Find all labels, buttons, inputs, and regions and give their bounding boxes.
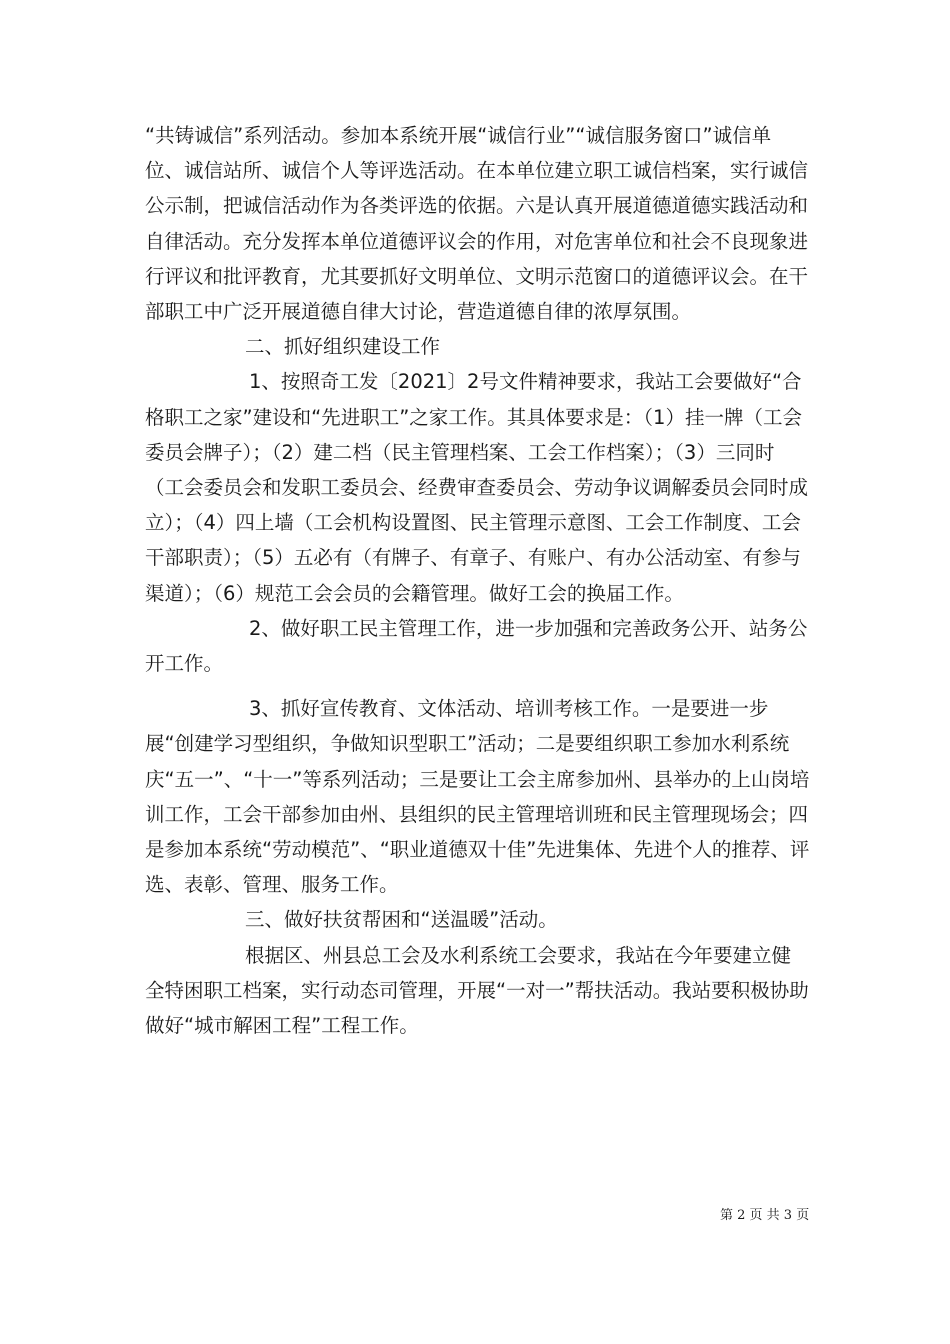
document-body (145, 118, 810, 1043)
page-number: 第 2 页 共 3 页 (720, 1208, 810, 1223)
section-heading-poverty-relief: 三、做好扶贫帮困和“送温暖”活动。 (245, 908, 558, 932)
paragraph-integrity-activities: “共铸诚信”系列活动。参加本系统开展“诚信行业”“诚信服务窗口”诚信单位、诚信站所、诚信个人等评选活动。在本单位建立职工诚信档案，实行诚信公示制，把诚信活动作为各类评选的依据。六是认真开展道德道德实践活动和自律活动。充分发挥本单位道德评议会的作用，对危害单位和社会不良现象进行评议和批评教育，尤其要抓好文明单位、文明示范窗口的道德评议会。在干部职工中广泛开展道德自律大讨论，营造道德自律的浓厚氛围。 (145, 124, 809, 324)
section-heading-organization: 二、抓好组织建设工作 (245, 335, 441, 359)
paragraph-poverty-relief: 根据区、州县总工会及水利系统工会要求，我站在今年要建立健全特困职工档案，实行动态司管理，开展“一对一”帮扶活动。我站要积极协助做好“城市解困工程”工程工作。 (145, 943, 809, 1038)
paragraph-item-2: 2、做好职工民主管理工作，进一步加强和完善政务公开、站务公开工作。 (145, 616, 808, 676)
paragraph-item-1: 1、按照奇工发〔2021〕2号文件精神要求，我站工会要做好“合格职工之家”建设和“先进职工”之家工作。其具体要求是：（1）挂一牌（工会委员会牌子）；（2）建二档（民主管理档案、工会工作档案）；（3）三同时（工会委员会和发职工委员会、经费审查委员会、劳动争议调解委员会同时成立）；（4）四上墙（工会机构设置图、民主管理示意图、工会工作制度、工会干部职责）；（5）五必有（有牌子、有章子、有账户、有办公活动室、有参与渠道）；（6）规范工会会员的会籍管理。做好工会的换届工作。 (145, 370, 809, 605)
paragraph-item-3: 3、抓好宣传教育、文体活动、培训考核工作。一是要进一步展“创建学习型组织，争做知识型职工”活动；二是要组织职工参加水利系统庆“五一”、“十一”等系列活动；三是要让工会主席参加州、县举办的上山岗培训工作，工会干部参加由州、县组织的民主管理培训班和民主管理现场会；四是参加本系统“劳动模范”、“职业道德双十佳”先进集体、先进个人的推荐、评选、表彰、管理、服务工作。 (145, 697, 810, 897)
